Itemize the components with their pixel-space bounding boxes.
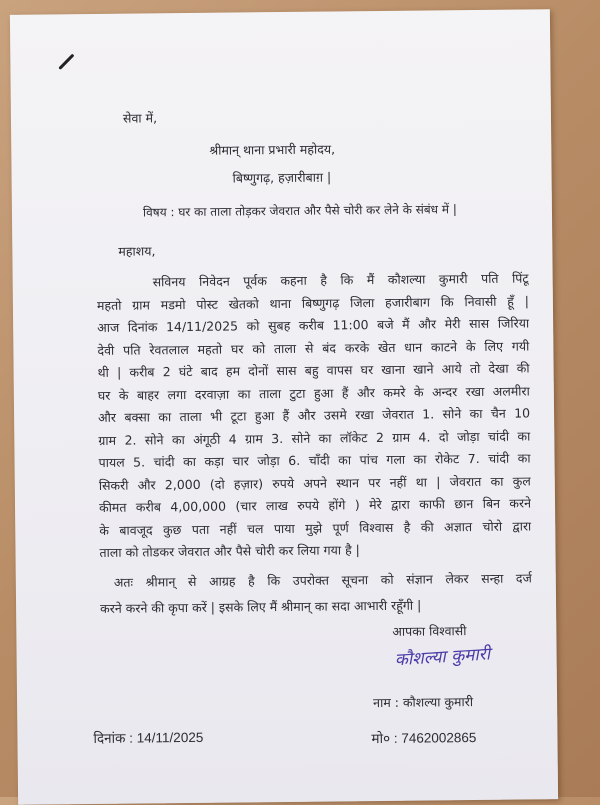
body-line: पायल 5. चांदी का कड़ा चार जोड़ा 6. चाँदी का पांच गला का रोकेट 7. चांदी का [98, 450, 531, 470]
salutation-to: सेवा में, [122, 110, 158, 126]
body-line: थी | करीब 2 घंटे बाद हम दोनों सास बहु वापस घर खाना खाने आये तो देखा की [97, 360, 530, 380]
date-line: दिनांक : 14/11/2025 [93, 729, 204, 747]
subject-line: विषय : घर का ताला तोड़कर जेवरात और पैसे चोरी कर लेने के संबंध में | [142, 202, 457, 220]
body-line: सिकरी और 2,000 (दो हज़ार) रुपये अपने स्थान पर नहीं था | जेवरात का कुल [98, 472, 531, 493]
pen-mark [58, 54, 74, 70]
body-line: सविनय निवेदन पूर्वक कहना है कि मैं कौशल्या कुमारी पति पिंटू [152, 270, 529, 290]
body-line: देवी पति रेवतलाल महतो घर को ताला से बंद करके खेत धान काटने के लिए गयी [97, 337, 530, 358]
body-line: महतो ग्राम मडमो पोस्ट खेतको थाना बिष्णुगढ़ जिला हजारीबाग कि निवासी हूँ | [96, 292, 529, 313]
mobile-line: मो० : 7462002865 [371, 730, 477, 747]
body-line: आज दिनांक 14/11/2025 को सुबह करीब 11:00 बजे मैं और मेरी सास जिरिया [97, 315, 530, 335]
recipient-line-2: बिष्णुगढ़, हज़ारीबाग़ | [232, 169, 332, 186]
name-line: नाम : कौशल्या कुमारी [373, 694, 474, 711]
body-line: और बक्सा का ताला भी टूटा हुआ हैं और उसमे रखा जेवरात 1. सोने का चैन 10 [98, 405, 531, 425]
body-line: ग्राम 2. सोने का अंगूठी 4 ग्राम 3. सोने का लॉकेट 2 ग्राम 4. दो जोड़ा चांदी का [98, 427, 531, 448]
body-line: ताला को तोडकर जेवरात और पैसे चोरी कर लिया गया है | [99, 542, 360, 560]
request-line: अतः श्रीमान् से आग्रह है कि उपरोक्त सूचना को संज्ञान लेकर सन्हा दर्ज [113, 570, 532, 590]
body-paragraph [97, 267, 532, 564]
closing: आपका विश्वासी [392, 623, 467, 639]
recipient-line-1: श्रीमान् थाना प्रभारी महोदय, [209, 141, 336, 158]
body-line: के बावजूद कुछ पता नहीं चल पाया मुझे पूर्ण विश्वास है की अज्ञात चोरो द्वारा [99, 517, 532, 538]
request-line: करने करने की कृपा करें | इसके लिए मैं श्रीमान् का सदा आभारी रहूँगी | [100, 597, 422, 616]
body-line: घर के बाहर लगा दरवाज़ा का ताला टुटा हुआ हैं और कमरे के अन्दर रखा अलमीरा [97, 382, 530, 403]
letter-page [10, 9, 558, 805]
greeting: महाशय, [118, 243, 156, 259]
body-line: कीमत करीब 4,00,000 (चार लाख रुपये होंगे ) मेरे द्वारा काफी छान बिन करने [98, 495, 532, 515]
signature: कौशल्या कुमारी [394, 644, 491, 671]
request-paragraph [100, 565, 533, 622]
